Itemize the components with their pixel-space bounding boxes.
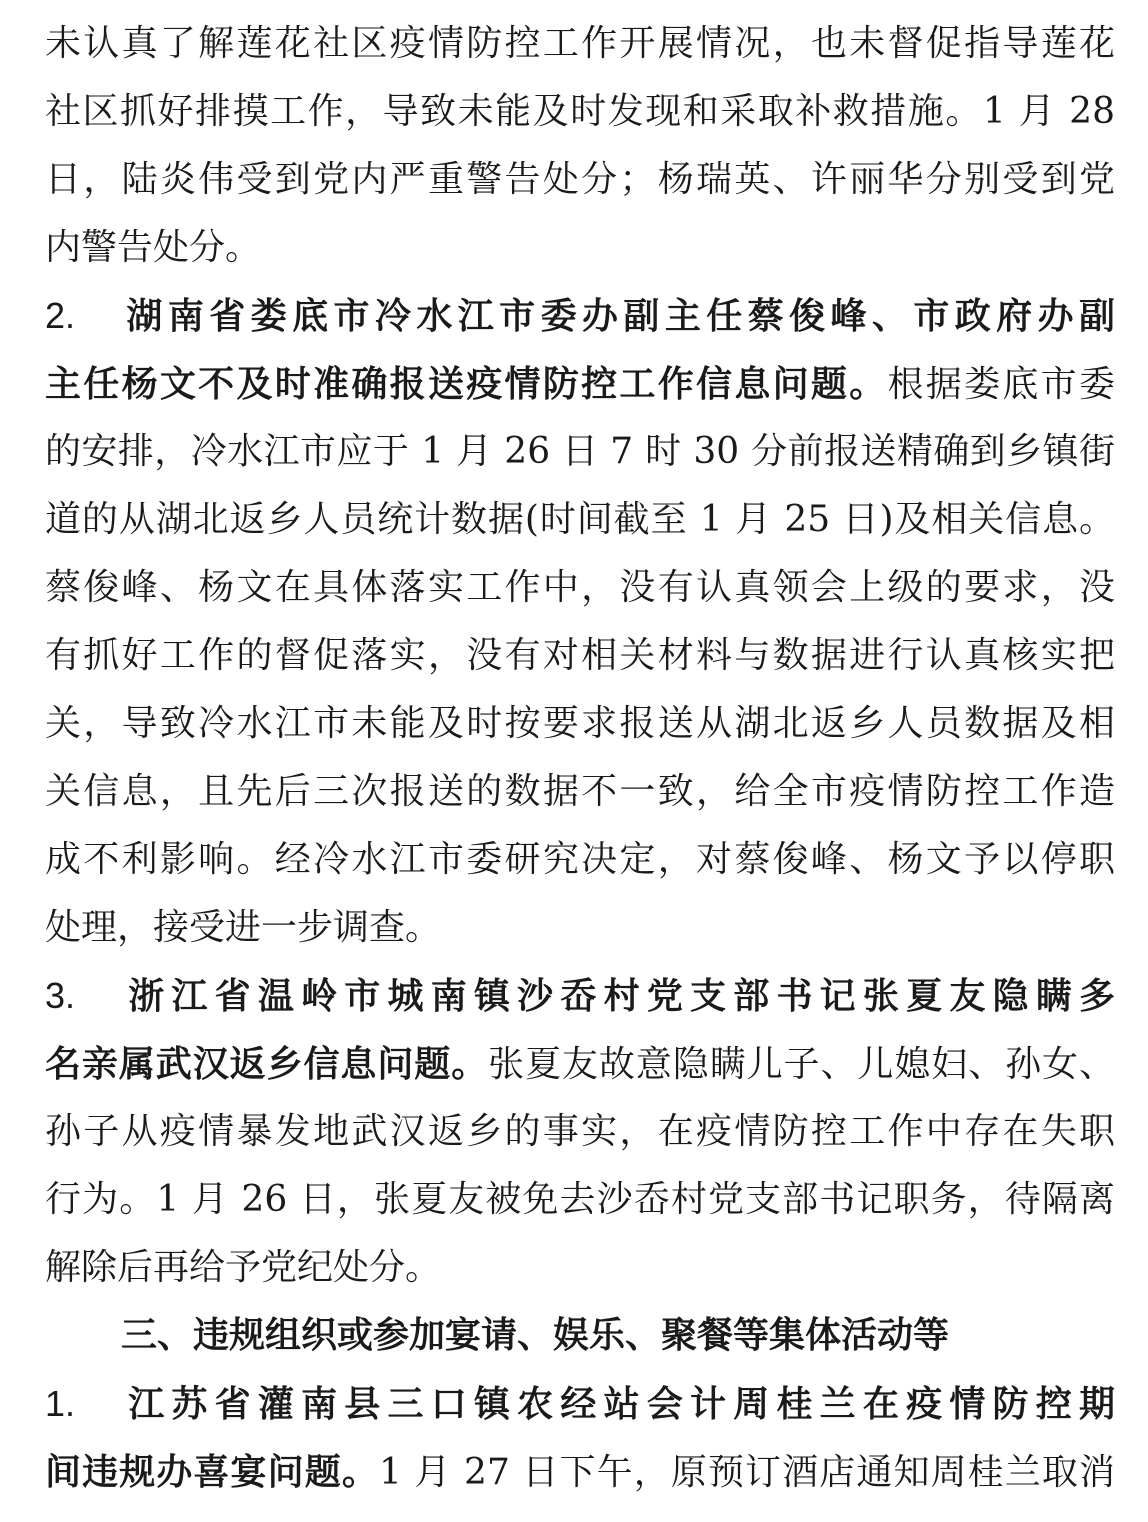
case-title: 主任杨文不及时准确报送疫情防控工作信息问题。 [45,363,888,405]
paragraph-continuation [45,10,1115,282]
case-title-line [45,1370,1115,1438]
text-line: 社区抓好排摸工作，导致未能及时发现和采取补救措施。1 月 28 [45,91,1115,132]
text-line: 关信息，且先后三次报送的数据不一致，给全市疫情防控工作造 [45,771,1115,812]
text-line: 未认真了解莲花社区疫情防控工作开展情况，也未督促指导莲花 [45,23,1115,64]
case-body: 1 月 27 日下午，原预订酒店通知周桂兰取消 [378,1452,1115,1493]
text-line: 成不利影响。经冷水江市委研究决定，对蔡俊峰、杨文予以停职 [45,839,1115,880]
case-number: 2. [45,295,76,336]
text-line: 解除后再给予党纪处分。 [45,1247,442,1288]
text-line: 日，陆炎伟受到党内严重警告处分；杨瑞英、许丽华分别受到党 [45,159,1115,200]
case-item-2 [45,282,1115,962]
case-title-line [45,350,1115,418]
case-body: 根据娄底市委 [887,364,1115,405]
case-title: 间违规办喜宴问题。 [45,1451,379,1493]
case-title-line [45,962,1115,1030]
text-line: 行为。1 月 26 日，张夏友被免去沙岙村党支部书记职务，待隔离 [45,1179,1115,1220]
case-title: 名亲属武汉返乡信息问题。 [45,1043,489,1085]
case-number: 3. [45,975,76,1016]
section-heading: 三、违规组织或参加宴请、娱乐、聚餐等集体活动等 [121,1315,950,1356]
case-title-line [45,1030,1115,1098]
text-line: 关，导致冷水江市未能及时按要求报送从湖北返乡人员数据及相 [45,703,1115,744]
text-line: 内警告处分。 [45,227,262,268]
text-line: 处理，接受进一步调查。 [45,907,442,948]
text-line: 有抓好工作的督促落实，没有对相关材料与数据进行认真核实把 [45,635,1115,676]
case-title-line [45,282,1115,350]
case-title-line [45,1438,1115,1506]
case-title: 湖南省娄底市冷水江市委办副主任蔡俊峰、市政府办副 [121,295,1115,337]
document-page [45,10,1115,1506]
case-item-3 [45,962,1115,1302]
text-line: 的安排，冷水江市应于 1 月 26 日 7 时 30 分前报送精确到乡镇街 [45,431,1115,472]
text-line: 蔡俊峰、杨文在具体落实工作中，没有认真领会上级的要求，没 [45,567,1115,608]
case-item-3-1 [45,1370,1115,1506]
case-body: 张夏友故意隐瞒儿子、儿媳妇、孙女、 [488,1044,1115,1085]
case-title: 浙江省温岭市城南镇沙岙村党支部书记张夏友隐瞒多 [121,975,1115,1017]
text-line: 道的从湖北返乡人员统计数据(时间截至 1 月 25 日)及相关信息。 [45,499,1115,540]
text-line: 孙子从疫情暴发地武汉返乡的事实，在疫情防控工作中存在失职 [45,1111,1115,1152]
case-number: 1. [45,1383,76,1424]
case-title: 江苏省灌南县三口镇农经站会计周桂兰在疫情防控期 [121,1383,1115,1425]
